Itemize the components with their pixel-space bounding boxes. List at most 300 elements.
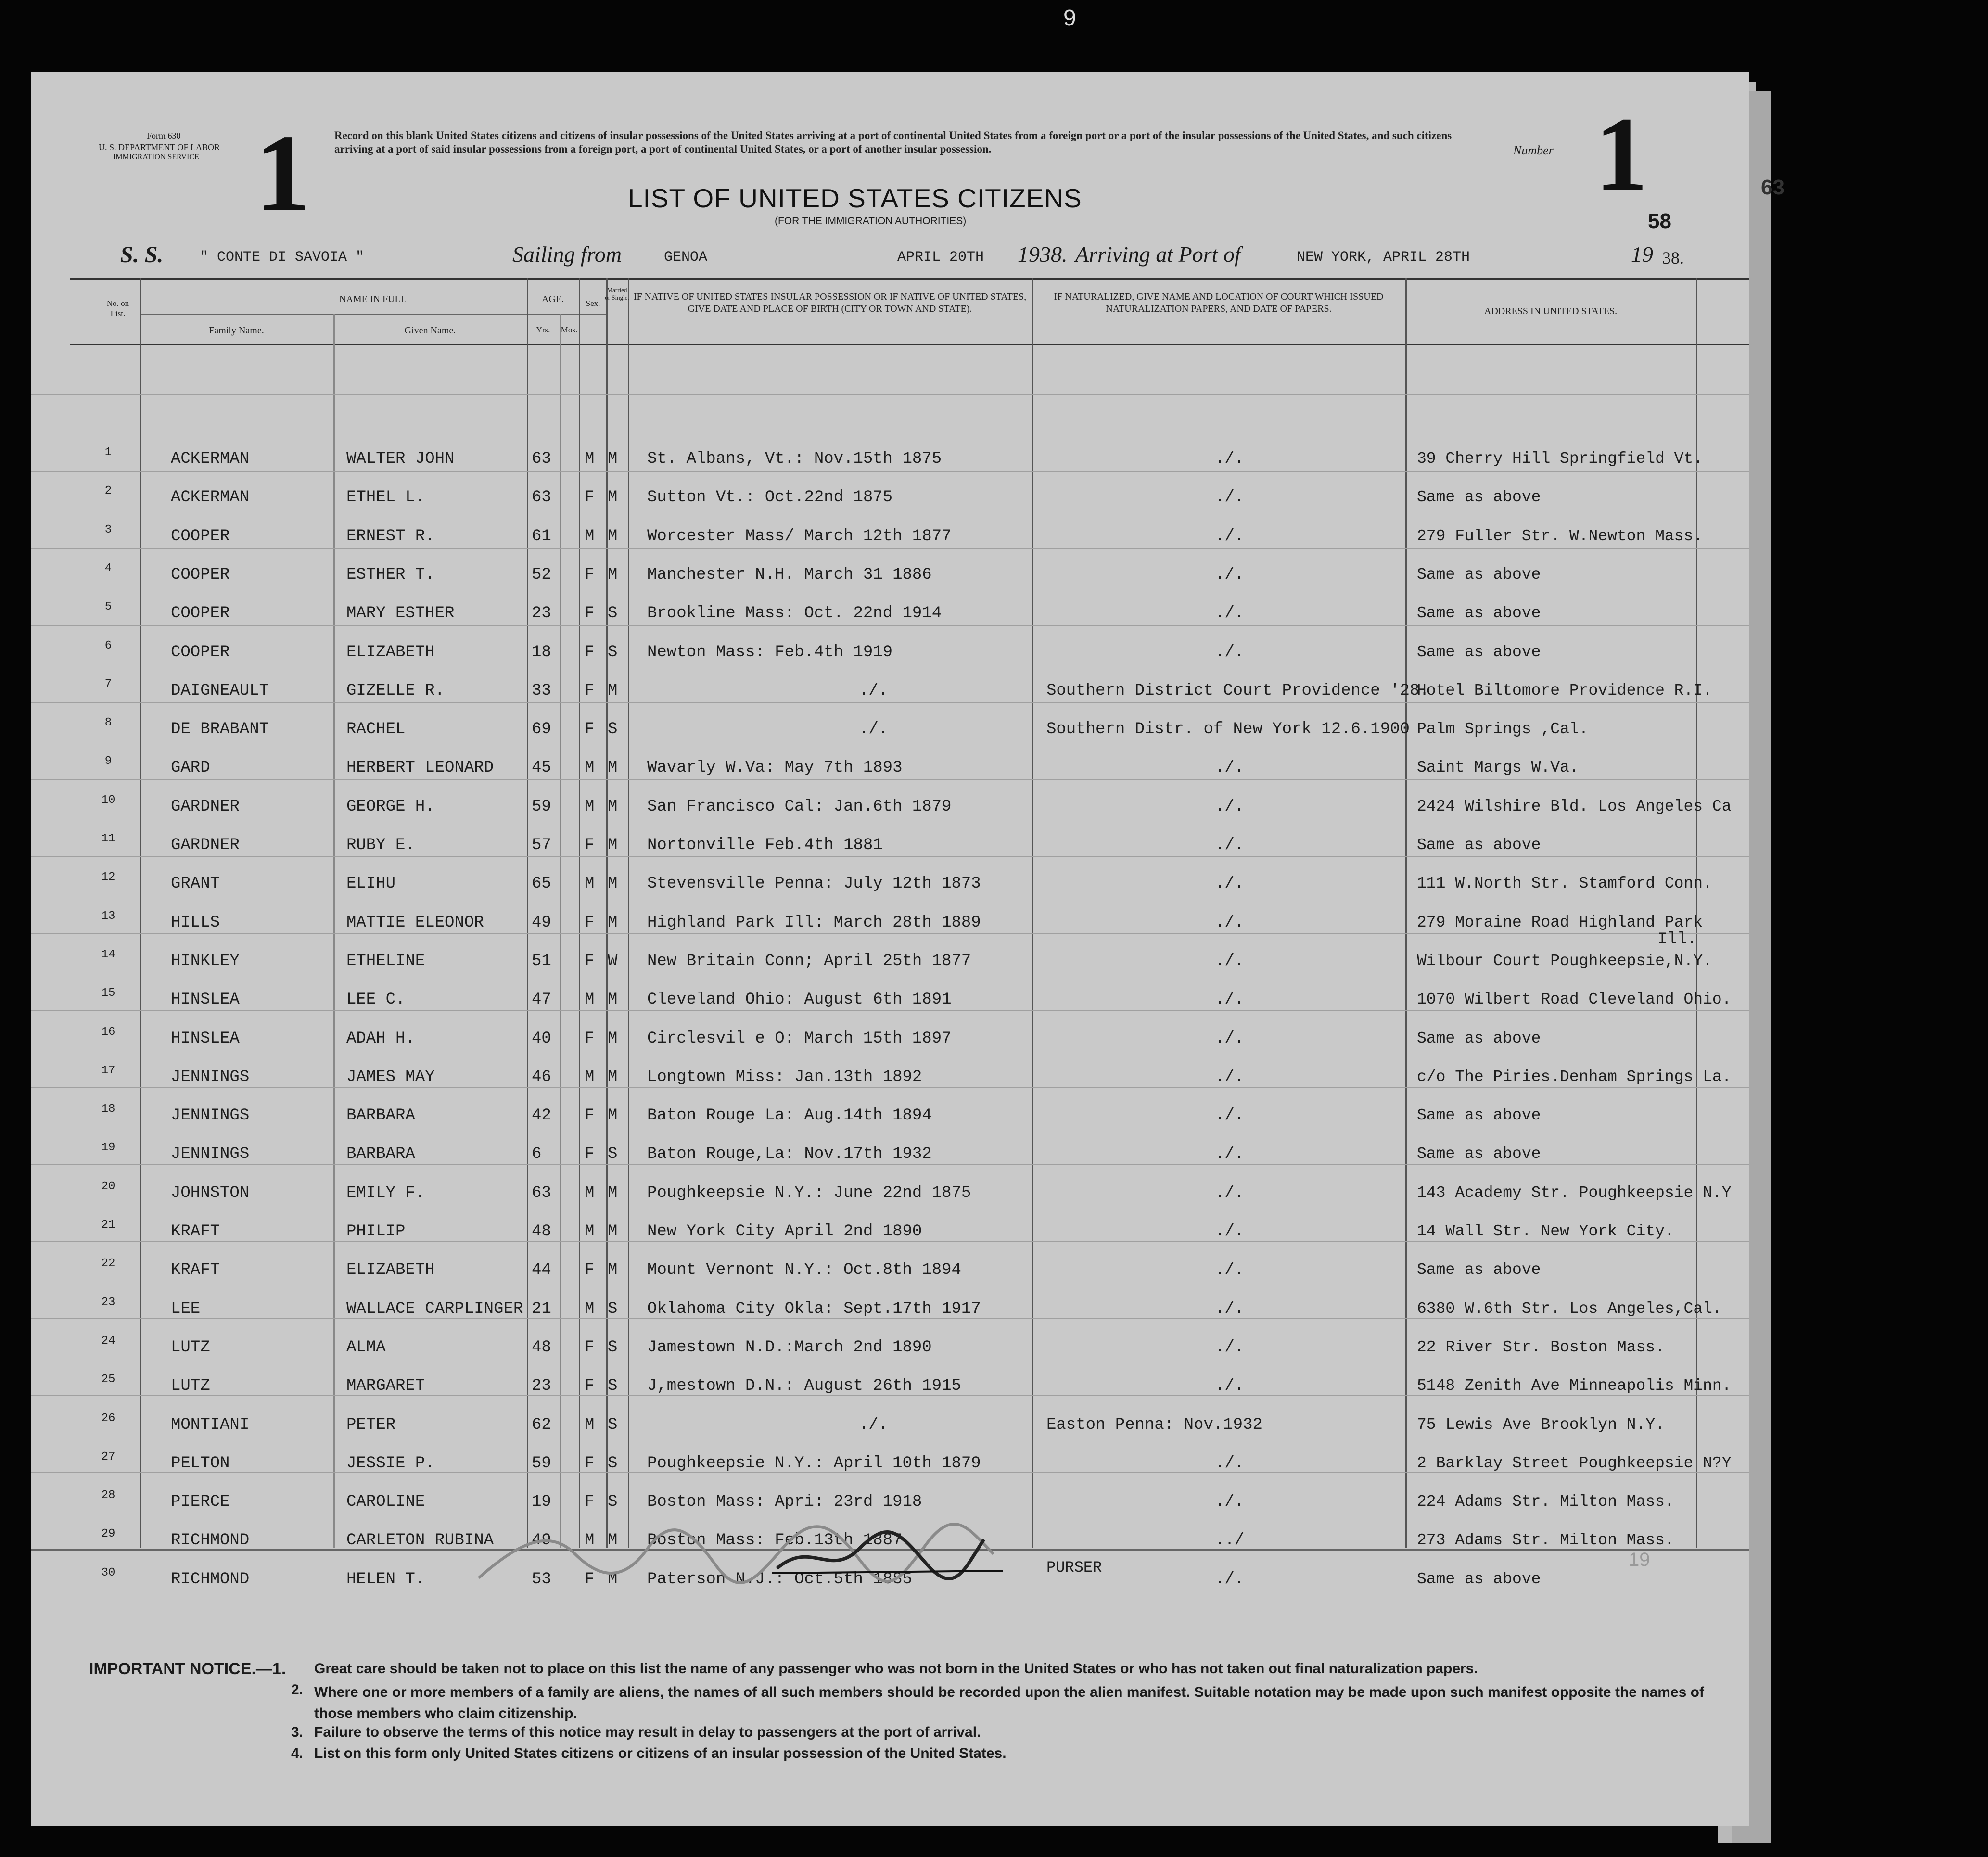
header-instructions: Record on this blank United States citizens and citizens of insular possessions of the United States arriving at a port of continental United States from a foreign port or a port of the insular possessions of the United States, and such citizens arriving at a port of said insular possessions from a foreign port, a port of continental United States, or a port of another insular possession. [334,129,1452,155]
address-continued: Ill. [1657,930,1697,949]
address: 279 Moraine Road Highland Park [1417,913,1703,931]
address: Same as above [1417,643,1541,661]
address: 2424 Wilshire Bld. Los Angeles Ca [1417,797,1732,815]
row-number: 5 [104,600,112,614]
age: 52 [532,565,551,584]
marital-status: S [608,1493,618,1512]
given-name: HERBERT LEONARD [346,759,494,777]
naturalization: ./. [1215,1107,1245,1125]
marital-status: M [608,488,618,507]
form-service: IMMIGRATION SERVICE [113,153,199,161]
sex: F [585,1107,595,1125]
purser-label: PURSER [1046,1559,1102,1577]
ship-name: " CONTE DI SAVOIA " [200,249,365,266]
departure-year: 1938. [1018,242,1068,267]
sex: F [585,488,595,507]
col-given: Given Name. [404,325,456,336]
address: c/o The Piries.Denham Springs La. [1417,1068,1732,1086]
row-number: 4 [104,561,112,575]
naturalization: ./. [1215,604,1245,623]
given-name: GEORGE H. [346,797,435,816]
col-no: No. on List. [106,299,129,318]
address: Palm Springs ,Cal. [1417,720,1589,738]
address: Same as above [1417,604,1541,623]
age: 48 [532,1222,551,1241]
row-number: 30 [101,1566,115,1579]
sailing-label: Sailing from [512,242,622,267]
row-number: 18 [101,1103,115,1116]
address: 279 Fuller Str. W.Newton Mass. [1417,527,1703,545]
marital-status: S [608,1377,618,1396]
departure-port: GENOA [664,249,708,266]
family-name: ACKERMAN [171,450,250,468]
sex: M [585,875,595,893]
page-subtitle: (FOR THE IMMIGRATION AUTHORITIES) [775,216,967,227]
given-name: EMILY F. [346,1183,425,1202]
col-name-in-full: NAME IN FULL [339,294,407,305]
address: 39 Cherry Hill Springfield Vt. [1417,450,1703,468]
address: 111 W.North Str. Stamford Conn. [1417,875,1712,893]
address: Same as above [1417,1570,1541,1588]
family-name: HINSLEA [171,1029,240,1048]
naturalization: ./. [1215,1261,1245,1280]
birth-place: San Francisco Cal: Jan.6th 1879 [647,797,952,816]
sex: F [585,1029,595,1048]
row-number: 27 [101,1450,115,1463]
sex: F [585,720,595,739]
age: 6 [532,1145,542,1164]
naturalization: ./. [1215,836,1245,854]
number-value: 1 [1595,95,1648,213]
given-name: WALTER JOHN [346,450,455,468]
given-name: BARBARA [346,1107,415,1125]
row-number: 15 [101,987,115,1000]
row-number: 6 [104,639,112,652]
family-name: HINKLEY [171,952,240,970]
address: Same as above [1417,836,1541,854]
birth-place: New York City April 2nd 1890 [647,1222,922,1241]
birth-place: Boston Mass: Feb.13th 1887 [647,1531,903,1550]
birth-place: Boston Mass: Apri: 23rd 1918 [647,1493,922,1512]
family-name: JENNINGS [171,1145,250,1164]
sex: F [585,1570,595,1589]
birth-place: Brookline Mass: Oct. 22nd 1914 [647,604,942,623]
age: 40 [532,1029,551,1048]
sex: F [585,1145,595,1164]
age: 59 [532,1454,551,1473]
age: 18 [532,643,551,661]
birth-place: Sutton Vt.: Oct.22nd 1875 [647,488,893,507]
family-name: GARDNER [171,836,240,854]
row-number: 3 [104,523,112,536]
marital-status: M [608,875,618,893]
birth-place: Paterson N.J.: Oct.5th 1885 [647,1570,912,1589]
age: 44 [532,1261,551,1280]
family-name: PIERCE [171,1493,230,1512]
naturalization: ./. [1215,797,1245,816]
notice-item: Great care should be taken not to place on this list the name of any passenger who was not born in the United States or who has not taken out final naturalization papers. [314,1661,1478,1677]
birth-place: Mount Vernont N.Y.: Oct.8th 1894 [647,1261,961,1280]
marital-status: M [608,1183,618,1202]
sex: M [585,450,595,468]
given-name: WALLACE CARPLINGER [346,1299,523,1318]
given-name: JESSIE P. [346,1454,435,1473]
naturalization: ./. [1215,1029,1245,1048]
address: 6380 W.6th Str. Los Angeles,Cal. [1417,1299,1722,1318]
marital-status: M [608,527,618,546]
marital-status: S [608,1299,618,1318]
age: 49 [532,913,551,932]
age: 46 [532,1068,551,1086]
family-name: COOPER [171,643,230,661]
family-name: COOPER [171,565,230,584]
address: 75 Lewis Ave Brooklyn N.Y. [1417,1415,1665,1434]
marital-status: M [608,450,618,468]
marital-status: S [608,604,618,623]
family-name: KRAFT [171,1261,220,1280]
page-title: LIST OF UNITED STATES CITIZENS [628,183,1082,213]
naturalization: ./. [1215,1377,1245,1396]
row-number: 21 [101,1219,115,1232]
address: Same as above [1417,1145,1541,1163]
birth-place: Cleveland Ohio: August 6th 1891 [647,991,952,1009]
sex: M [585,527,595,546]
given-name: PHILIP [346,1222,406,1241]
arrival-year: 38. [1662,248,1684,267]
row-number: 29 [101,1527,115,1541]
sex: F [585,836,595,854]
given-name: LEE C. [346,991,406,1009]
col-family: Family Name. [209,325,264,336]
row-number: 20 [101,1180,115,1193]
birth-place: Wavarly W.Va: May 7th 1893 [647,759,903,777]
given-name: MARGARET [346,1377,425,1396]
birth-place: Jamestown N.D.:March 2nd 1890 [647,1338,932,1357]
sex: F [585,1377,595,1396]
row-number: 23 [101,1296,115,1309]
birth-place: Nortonville Feb.4th 1881 [647,836,883,854]
marital-status: S [608,1415,618,1434]
marital-status: M [608,565,618,584]
row-number: 12 [101,871,115,884]
given-name: GIZELLE R. [346,681,445,700]
address: Wilbour Court Poughkeepsie,N.Y. [1417,952,1712,970]
naturalization: ./. [1215,875,1245,893]
form-dept: U. S. DEPARTMENT OF LABOR [99,142,220,152]
col-mos: Mos. [561,325,578,334]
given-name: BARBARA [346,1145,415,1164]
given-name: ADAH H. [346,1029,415,1048]
naturalization: ../ [1215,1531,1245,1550]
col-sex: Sex. [586,299,600,308]
given-name: ELIHU [346,875,396,893]
address: Same as above [1417,1107,1541,1125]
naturalization: ./. [1215,1299,1245,1318]
sex: F [585,604,595,623]
naturalization: ./. [1215,565,1245,584]
family-name: LEE [171,1299,201,1318]
family-name: ACKERMAN [171,488,250,507]
row-number: 11 [101,832,115,845]
family-name: PELTON [171,1454,230,1473]
sex: M [585,991,595,1009]
sex: M [585,1531,595,1550]
sex: F [585,1454,595,1473]
ss-label: S. S. [120,242,164,267]
sex: M [585,759,595,777]
marital-status: M [608,1068,618,1086]
family-name: JOHNSTON [171,1183,250,1202]
age: 63 [532,450,551,468]
address: Same as above [1417,488,1541,507]
arrival-year-prefix: 19 [1631,242,1653,267]
given-name: RUBY E. [346,836,415,854]
given-name: ELIZABETH [346,1261,435,1280]
family-name: RICHMOND [171,1570,250,1589]
birth-place: New Britain Conn; April 25th 1877 [647,952,971,970]
address: Hotel Biltomore Providence R.I. [1417,681,1712,700]
row-number: 14 [101,948,115,961]
notice-item: Where one or more members of a family are aliens, the names of all such members should be recorded upon the alien manifest. Suitable notation may be made upon such manifest opposite the names of those members who claim citizenship. [314,1684,1704,1721]
marital-status: M [608,759,618,777]
given-name: CARLETON RUBINA [346,1531,494,1550]
naturalization: ./. [1215,1454,1245,1473]
address: 14 Wall Str. New York City. [1417,1222,1674,1240]
naturalization: ./. [1215,450,1245,468]
row-number: 28 [101,1489,115,1502]
sex: M [585,1222,595,1241]
naturalization: ./. [1215,527,1245,546]
marital-status: S [608,1145,618,1164]
family-name: JENNINGS [171,1068,250,1086]
address: 2 Barklay Street Poughkeepsie N?Y [1417,1454,1732,1472]
given-name: JAMES MAY [346,1068,435,1086]
family-name: LUTZ [171,1377,210,1396]
naturalization: ./. [1215,1068,1245,1086]
family-name: DE BRABANT [171,720,269,739]
family-name: DAIGNEAULT [171,681,269,700]
given-name: ESTHER T. [346,565,435,584]
given-name: HELEN T. [346,1570,425,1589]
given-name: ETHELINE [346,952,425,970]
age: 51 [532,952,551,970]
naturalization: ./. [1215,1570,1245,1589]
notice-num: 4. [291,1745,304,1761]
row-number: 16 [101,1025,115,1039]
row-number: 8 [104,716,112,730]
family-name: GRANT [171,875,220,893]
col-age: AGE. [541,294,564,305]
address: 143 Academy Str. Poughkeepsie N.Y [1417,1183,1732,1202]
sex: F [585,643,595,661]
sex: M [585,1299,595,1318]
marital-status: M [608,1531,618,1550]
edge-number: 63 [1761,176,1784,199]
age: 42 [532,1107,551,1125]
birth-place: Longtown Miss: Jan.13th 1892 [647,1068,922,1086]
row-number: 2 [104,484,112,498]
birth-place: Highland Park Ill: March 28th 1889 [647,913,981,932]
arrival-port: NEW YORK, APRIL 28TH [1297,249,1470,266]
row-number: 9 [104,755,112,768]
page-count-note: 19 [1629,1549,1650,1570]
age: 59 [532,797,551,816]
sex: F [585,1261,595,1280]
naturalization: Southern District Court Providence '28. [1046,681,1429,700]
marital-status: S [608,720,618,739]
row-number: 10 [101,793,115,807]
given-name: CAROLINE [346,1493,425,1512]
family-name: COOPER [171,527,230,546]
purser-signature [464,1511,1042,1597]
family-name: JENNINGS [171,1107,250,1125]
birth-place: ./. [859,681,889,700]
col-yrs: Yrs. [536,325,550,334]
row-number: 1 [104,446,112,459]
birth-place: Oklahoma City Okla: Sept.17th 1917 [647,1299,981,1318]
family-name: MONTIANI [171,1415,250,1434]
marital-status: W [608,952,618,970]
number-label: Number [1513,143,1554,157]
address: Same as above [1417,565,1541,584]
age: 69 [532,720,551,739]
row-number: 17 [101,1064,115,1077]
given-name: ETHEL L. [346,488,425,507]
form-mark: 1 [255,112,310,234]
sex: F [585,565,595,584]
family-name: COOPER [171,604,230,623]
marital-status: M [608,1570,618,1589]
sex: F [585,952,595,970]
birth-place: Stevensville Penna: July 12th 1873 [647,875,981,893]
age: 23 [532,604,551,623]
birth-place: Newton Mass: Feb.4th 1919 [647,643,893,661]
marital-status: M [608,1261,618,1280]
arriving-label: Arriving at Port of [1075,242,1241,267]
naturalization: ./. [1215,952,1245,970]
sex: F [585,681,595,700]
marital-status: M [608,681,618,700]
departure-date: APRIL 20TH [897,249,984,266]
age: 33 [532,681,551,700]
age: 65 [532,875,551,893]
marital-status: S [608,1454,618,1473]
naturalization: ./. [1215,488,1245,507]
age: 47 [532,991,551,1009]
marital-status: M [608,836,618,854]
age: 49 [532,1531,551,1550]
notice-item: List on this form only United States citizens or citizens of an insular possession of the United States. [314,1745,1007,1761]
birth-place: Manchester N.H. March 31 1886 [647,565,932,584]
address: Same as above [1417,1261,1541,1279]
naturalization: ./. [1215,643,1245,661]
naturalization: Easton Penna: Nov.1932 [1046,1415,1262,1434]
marital-status: M [608,1222,618,1241]
naturalization: ./. [1215,1222,1245,1241]
address: 5148 Zenith Ave Minneapolis Minn. [1417,1377,1732,1395]
naturalization: ./. [1215,1145,1245,1164]
row-number: 22 [101,1257,115,1271]
row-number: 25 [101,1373,115,1386]
col-naturalized: IF NATURALIZED, GIVE NAME AND LOCATION OF COURT WHICH ISSUED NATURALIZATION PAPERS, AND DATE OF PAPERS. [1054,292,1384,314]
age: 63 [532,488,551,507]
given-name: PETER [346,1415,396,1434]
birth-place: Circlesvil e O: March 15th 1897 [647,1029,952,1048]
age: 23 [532,1377,551,1396]
col-birth: IF NATIVE OF UNITED STATES INSULAR POSSESSION OR IF NATIVE OF UNITED STATES, GIVE DATE AND PLACE OF BIRTH (CITY OR TOWN AND STATE). [633,292,1027,314]
manifest-sheet [31,72,1784,1826]
marital-status: S [608,1338,618,1357]
family-name: RICHMOND [171,1531,250,1550]
notice-num: 3. [291,1724,304,1740]
page-stamp: 9 [1063,5,1076,31]
age: 21 [532,1299,551,1318]
row-number: 26 [101,1412,115,1425]
address: 224 Adams Str. Milton Mass. [1417,1493,1674,1511]
address: 1070 Wilbert Road Cleveland Ohio. [1417,991,1732,1009]
birth-place: Worcester Mass/ March 12th 1877 [647,527,952,546]
family-name: HINSLEA [171,991,240,1009]
given-name: ERNEST R. [346,527,435,546]
marital-status: S [608,643,618,661]
given-name: RACHEL [346,720,406,739]
age: 48 [532,1338,551,1357]
birth-place: Poughkeepsie N.Y.: April 10th 1879 [647,1454,981,1473]
sex: F [585,1493,595,1512]
birth-place: Poughkeepsie N.Y.: June 22nd 1875 [647,1183,971,1202]
sex: M [585,797,595,816]
sheet-number: 58 [1648,209,1671,233]
naturalization: ./. [1215,1493,1245,1512]
birth-place: J,mestown D.N.: August 26th 1915 [647,1377,961,1396]
address: 273 Adams Str. Milton Mass. [1417,1531,1674,1550]
family-name: GARDNER [171,797,240,816]
sex: M [585,1068,595,1086]
age: 63 [532,1183,551,1202]
notice-heading: IMPORTANT NOTICE.—1. [89,1660,286,1678]
birth-place: ./. [859,1415,889,1434]
family-name: HILLS [171,913,220,932]
marital-status: M [608,991,618,1009]
form-number: Form 630 [147,131,181,140]
birth-place: Baton Rouge La: Aug.14th 1894 [647,1107,932,1125]
naturalization: ./. [1215,913,1245,932]
row-number: 24 [101,1334,115,1348]
birth-place: ./. [859,720,889,739]
age: 45 [532,759,551,777]
age: 53 [532,1570,551,1589]
marital-status: M [608,797,618,816]
given-name: MARY ESTHER [346,604,455,623]
age: 62 [532,1415,551,1434]
naturalization: ./. [1215,1183,1245,1202]
birth-place: Baton Rouge,La: Nov.17th 1932 [647,1145,932,1164]
address: Saint Margs W.Va. [1417,759,1579,777]
marital-status: M [608,1029,618,1048]
col-married: Married or Single. [605,286,629,302]
row-number: 19 [101,1141,115,1155]
naturalization: ./. [1215,991,1245,1009]
notice-item: Failure to observe the terms of this notice may result in delay to passengers at the port of arrival. [314,1724,981,1740]
family-name: GARD [171,759,210,777]
marital-status: M [608,1107,618,1125]
col-address: ADDRESS IN UNITED STATES. [1484,306,1618,317]
sex: M [585,1183,595,1202]
naturalization: Southern Distr. of New York 12.6.1900 [1046,720,1410,739]
sex: F [585,1338,595,1357]
naturalization: ./. [1215,1338,1245,1357]
row-number: 7 [104,677,112,691]
